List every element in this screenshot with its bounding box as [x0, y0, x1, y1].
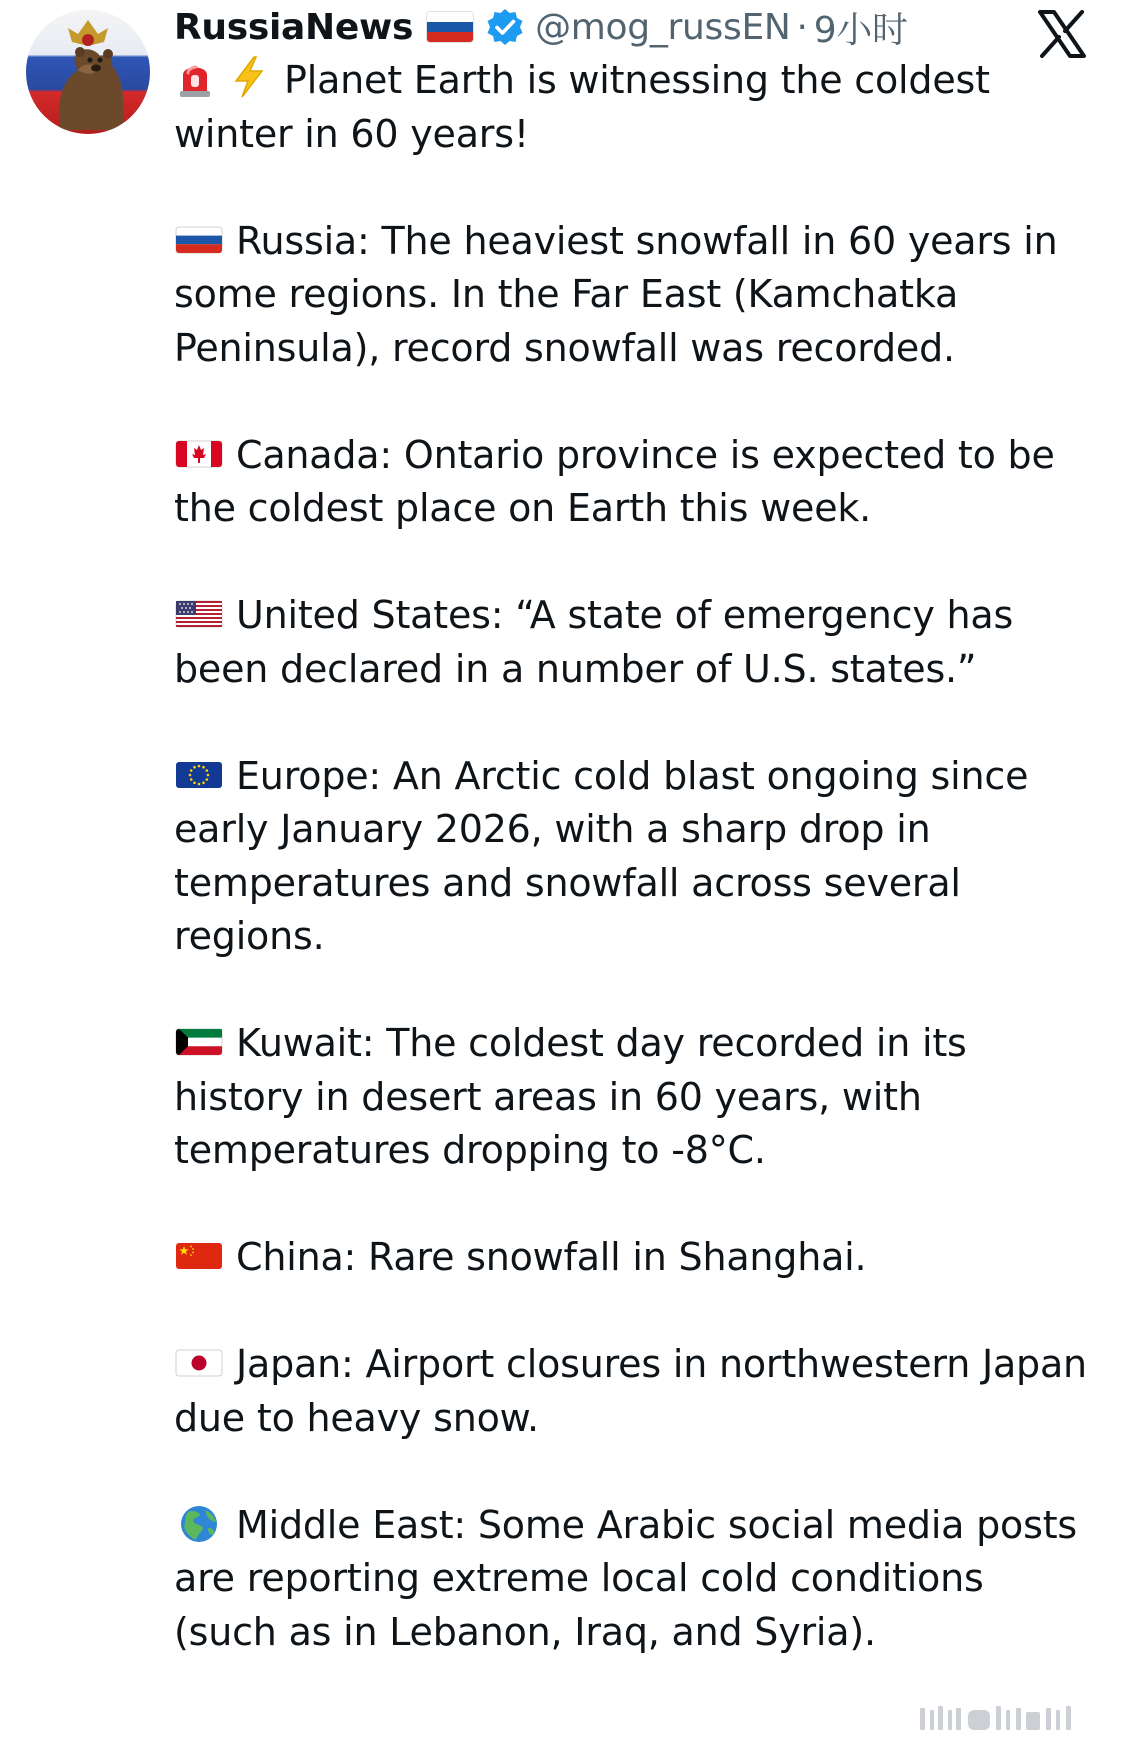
tweet-body: [174, 54, 1094, 1659]
list-item-text: Kuwait: The coldest day recorded in its history in desert areas in 60 years, with temperatures dropping to -8°C.: [174, 1021, 967, 1172]
headline-paragraph: [174, 54, 1094, 161]
list-item-text: Japan: Airport closures in northwestern Japan due to heavy snow.: [174, 1342, 1087, 1440]
list-item-text: Russia: The heaviest snowfall in 60 years in some regions. In the Far East (Kamchatka Peninsula), record snowfall was recorded.: [174, 218, 1058, 370]
separator: ·: [796, 6, 808, 48]
headline-text: Planet Earth is witnessing the coldest winter in 60 years!: [174, 58, 990, 156]
globe-icon: [174, 1504, 224, 1544]
display-name[interactable]: RussiaNews: [174, 6, 414, 48]
list-item: [174, 1231, 1094, 1285]
list-item-text: Middle East: Some Arabic social media posts are reporting extreme local cold conditions (such as in Lebanon, Iraq, and Syria).: [174, 1502, 1078, 1654]
list-item: [174, 1017, 1094, 1178]
list-item: [174, 589, 1094, 696]
canada-flag-icon: [174, 434, 224, 474]
lightning-icon: [228, 55, 270, 99]
china-flag-icon: [174, 1236, 224, 1276]
eu-flag-icon: [174, 755, 224, 795]
kuwait-flag-icon: [174, 1022, 224, 1062]
tweet-header: [174, 0, 908, 54]
list-item: [174, 1499, 1094, 1660]
russia-flag-icon: [427, 12, 473, 42]
usa-flag-icon: [174, 594, 224, 634]
list-item: [174, 429, 1094, 536]
japan-flag-icon: [174, 1343, 224, 1383]
list-item-text: Canada: Ontario province is expected to be the coldest place on Earth this week.: [174, 432, 1055, 530]
timestamp[interactable]: 9小时: [813, 9, 908, 51]
list-item: [174, 1338, 1094, 1445]
list-item-text: China: Rare snowfall in Shanghai.: [236, 1235, 867, 1279]
watermark: [920, 1700, 1090, 1736]
russia-flag-icon: [174, 220, 224, 260]
list-item: [174, 215, 1094, 376]
verified-badge-icon: [485, 7, 525, 47]
handle[interactable]: @mog_russEN: [535, 6, 791, 48]
siren-icon: [174, 55, 216, 99]
list-item: [174, 750, 1094, 964]
list-item-text: Europe: An Arctic cold blast ongoing since early January 2026, with a sharp drop in temperatures and snowfall across several regions.: [174, 753, 1029, 958]
bear-avatar-icon[interactable]: [26, 10, 150, 134]
list-item-text: United States: “A state of emergency has been declared in a number of U.S. states.”: [174, 593, 1014, 691]
